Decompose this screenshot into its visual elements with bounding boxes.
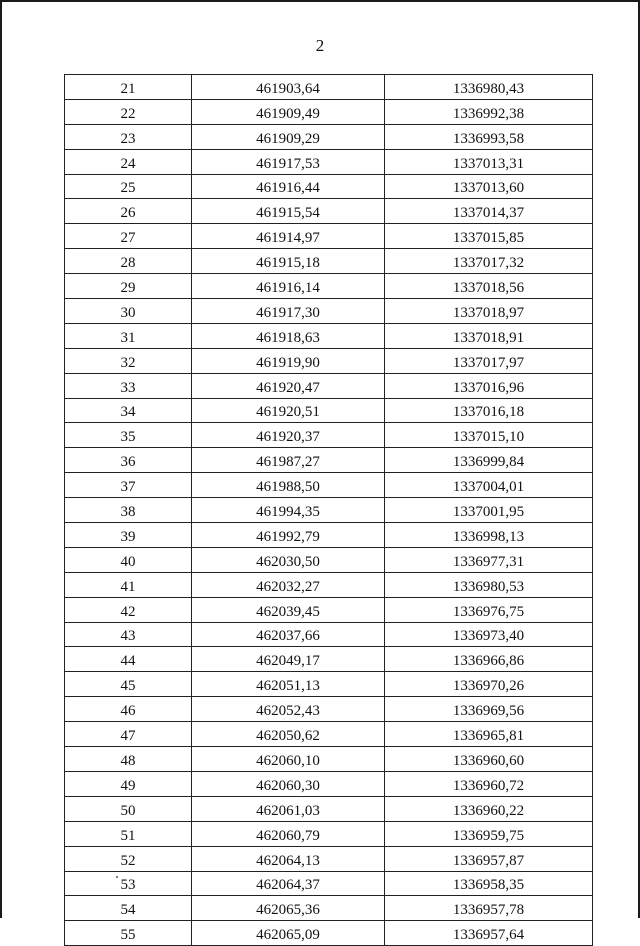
- table-row: [65, 523, 593, 548]
- coordinates-table-body: [65, 75, 593, 946]
- point-number-cell: 41: [65, 572, 192, 597]
- table-row: [65, 597, 593, 622]
- table-row: [65, 871, 593, 896]
- table-row: [65, 323, 593, 348]
- point-number-cell: 42: [65, 597, 192, 622]
- y-coordinate-cell: 1337018,97: [385, 299, 593, 324]
- y-coordinate-cell: 1336957,64: [385, 921, 593, 946]
- table-row: [65, 473, 593, 498]
- page-number: 2: [315, 36, 325, 55]
- y-coordinate-cell: 1336957,78: [385, 896, 593, 921]
- x-coordinate-cell: 462039,45: [192, 597, 385, 622]
- x-coordinate-cell: 462032,27: [192, 572, 385, 597]
- y-coordinate-cell: 1337015,85: [385, 224, 593, 249]
- table-row: [65, 373, 593, 398]
- y-coordinate-cell: 1337001,95: [385, 498, 593, 523]
- table-row: [65, 124, 593, 149]
- x-coordinate-cell: 462065,09: [192, 921, 385, 946]
- table-row: [65, 99, 593, 124]
- point-number-cell: 44: [65, 647, 192, 672]
- x-coordinate-cell: 461920,47: [192, 373, 385, 398]
- point-number-cell: 27: [65, 224, 192, 249]
- table-row: [65, 299, 593, 324]
- point-number-cell: 29: [65, 274, 192, 299]
- x-coordinate-cell: 461917,53: [192, 149, 385, 174]
- x-coordinate-cell: 462060,79: [192, 821, 385, 846]
- y-coordinate-cell: 1336977,31: [385, 547, 593, 572]
- point-number-cell: 43: [65, 622, 192, 647]
- point-number-cell: 23: [65, 124, 192, 149]
- point-number-cell: 35: [65, 423, 192, 448]
- y-coordinate-cell: 1336965,81: [385, 722, 593, 747]
- y-coordinate-cell: 1336960,72: [385, 771, 593, 796]
- y-coordinate-cell: 1337018,91: [385, 323, 593, 348]
- y-coordinate-cell: 1337016,96: [385, 373, 593, 398]
- y-coordinate-cell: 1336998,13: [385, 523, 593, 548]
- table-row: [65, 199, 593, 224]
- table-row: [65, 896, 593, 921]
- point-number-cell: 53: [65, 871, 192, 896]
- table-row: [65, 149, 593, 174]
- point-number-cell: 54: [65, 896, 192, 921]
- point-number-cell: 28: [65, 249, 192, 274]
- y-coordinate-cell: 1336969,56: [385, 697, 593, 722]
- x-coordinate-cell: 462064,37: [192, 871, 385, 896]
- page-edge: [0, 0, 2, 918]
- y-coordinate-cell: 1337017,97: [385, 348, 593, 373]
- point-number-cell: 47: [65, 722, 192, 747]
- y-coordinate-cell: 1337015,10: [385, 423, 593, 448]
- point-number-cell: 26: [65, 199, 192, 224]
- y-coordinate-cell: 1337017,32: [385, 249, 593, 274]
- table-row: [65, 697, 593, 722]
- y-coordinate-cell: 1336959,75: [385, 821, 593, 846]
- y-coordinate-cell: 1336976,75: [385, 597, 593, 622]
- y-coordinate-cell: 1337016,18: [385, 398, 593, 423]
- point-number-cell: 22: [65, 99, 192, 124]
- y-coordinate-cell: 1337018,56: [385, 274, 593, 299]
- point-number-cell: 39: [65, 523, 192, 548]
- y-coordinate-cell: 1337004,01: [385, 473, 593, 498]
- y-coordinate-cell: 1337014,37: [385, 199, 593, 224]
- point-number-cell: 25: [65, 174, 192, 199]
- table-row: [65, 921, 593, 946]
- x-coordinate-cell: 462052,43: [192, 697, 385, 722]
- x-coordinate-cell: 461916,44: [192, 174, 385, 199]
- x-coordinate-cell: 462049,17: [192, 647, 385, 672]
- x-coordinate-cell: 461917,30: [192, 299, 385, 324]
- point-number-cell: 30: [65, 299, 192, 324]
- x-coordinate-cell: 462051,13: [192, 672, 385, 697]
- scan-speck: [116, 876, 118, 878]
- x-coordinate-cell: 461992,79: [192, 523, 385, 548]
- x-coordinate-cell: 461914,97: [192, 224, 385, 249]
- y-coordinate-cell: 1336973,40: [385, 622, 593, 647]
- point-number-cell: 33: [65, 373, 192, 398]
- point-number-cell: 55: [65, 921, 192, 946]
- table-row: [65, 174, 593, 199]
- point-number-cell: 48: [65, 747, 192, 772]
- table-row: [65, 722, 593, 747]
- y-coordinate-cell: 1336960,22: [385, 796, 593, 821]
- x-coordinate-cell: 462050,62: [192, 722, 385, 747]
- x-coordinate-cell: 461987,27: [192, 448, 385, 473]
- x-coordinate-cell: 461903,64: [192, 75, 385, 100]
- point-number-cell: 36: [65, 448, 192, 473]
- x-coordinate-cell: 461918,63: [192, 323, 385, 348]
- x-coordinate-cell: 461920,51: [192, 398, 385, 423]
- x-coordinate-cell: 461920,37: [192, 423, 385, 448]
- x-coordinate-cell: 461915,54: [192, 199, 385, 224]
- x-coordinate-cell: 461916,14: [192, 274, 385, 299]
- x-coordinate-cell: 462065,36: [192, 896, 385, 921]
- point-number-cell: 37: [65, 473, 192, 498]
- point-number-cell: 40: [65, 547, 192, 572]
- x-coordinate-cell: 461919,90: [192, 348, 385, 373]
- table-row: [65, 647, 593, 672]
- table-row: [65, 572, 593, 597]
- point-number-cell: 52: [65, 846, 192, 871]
- table-row: [65, 498, 593, 523]
- point-number-cell: 32: [65, 348, 192, 373]
- y-coordinate-cell: 1336966,86: [385, 647, 593, 672]
- y-coordinate-cell: 1337013,60: [385, 174, 593, 199]
- x-coordinate-cell: 461988,50: [192, 473, 385, 498]
- table-row: [65, 796, 593, 821]
- x-coordinate-cell: 461915,18: [192, 249, 385, 274]
- y-coordinate-cell: 1336957,87: [385, 846, 593, 871]
- table-row: [65, 274, 593, 299]
- x-coordinate-cell: 462060,30: [192, 771, 385, 796]
- table-row: [65, 448, 593, 473]
- x-coordinate-cell: 462064,13: [192, 846, 385, 871]
- point-number-cell: 49: [65, 771, 192, 796]
- table-row: [65, 249, 593, 274]
- table-row: [65, 747, 593, 772]
- x-coordinate-cell: 461909,29: [192, 124, 385, 149]
- y-coordinate-cell: 1336992,38: [385, 99, 593, 124]
- table-row: [65, 821, 593, 846]
- point-number-cell: 50: [65, 796, 192, 821]
- x-coordinate-cell: 462030,50: [192, 547, 385, 572]
- table-row: [65, 771, 593, 796]
- point-number-cell: 31: [65, 323, 192, 348]
- page-edge: [0, 0, 640, 2]
- y-coordinate-cell: 1336960,60: [385, 747, 593, 772]
- point-number-cell: 46: [65, 697, 192, 722]
- x-coordinate-cell: 462061,03: [192, 796, 385, 821]
- y-coordinate-cell: 1336993,58: [385, 124, 593, 149]
- point-number-cell: 34: [65, 398, 192, 423]
- table-row: [65, 224, 593, 249]
- y-coordinate-cell: 1336970,26: [385, 672, 593, 697]
- x-coordinate-cell: 462037,66: [192, 622, 385, 647]
- table-row: [65, 398, 593, 423]
- x-coordinate-cell: 461909,49: [192, 99, 385, 124]
- table-row: [65, 75, 593, 100]
- point-number-cell: 45: [65, 672, 192, 697]
- y-coordinate-cell: 1336980,53: [385, 572, 593, 597]
- table-row: [65, 423, 593, 448]
- table-row: [65, 672, 593, 697]
- point-number-cell: 21: [65, 75, 192, 100]
- table-row: [65, 846, 593, 871]
- point-number-cell: 51: [65, 821, 192, 846]
- table-row: [65, 547, 593, 572]
- x-coordinate-cell: 461994,35: [192, 498, 385, 523]
- x-coordinate-cell: 462060,10: [192, 747, 385, 772]
- y-coordinate-cell: 1336958,35: [385, 871, 593, 896]
- table-row: [65, 622, 593, 647]
- table-row: [65, 348, 593, 373]
- y-coordinate-cell: 1336980,43: [385, 75, 593, 100]
- point-number-cell: 38: [65, 498, 192, 523]
- point-number-cell: 24: [65, 149, 192, 174]
- y-coordinate-cell: 1337013,31: [385, 149, 593, 174]
- y-coordinate-cell: 1336999,84: [385, 448, 593, 473]
- coordinates-table: [64, 74, 593, 946]
